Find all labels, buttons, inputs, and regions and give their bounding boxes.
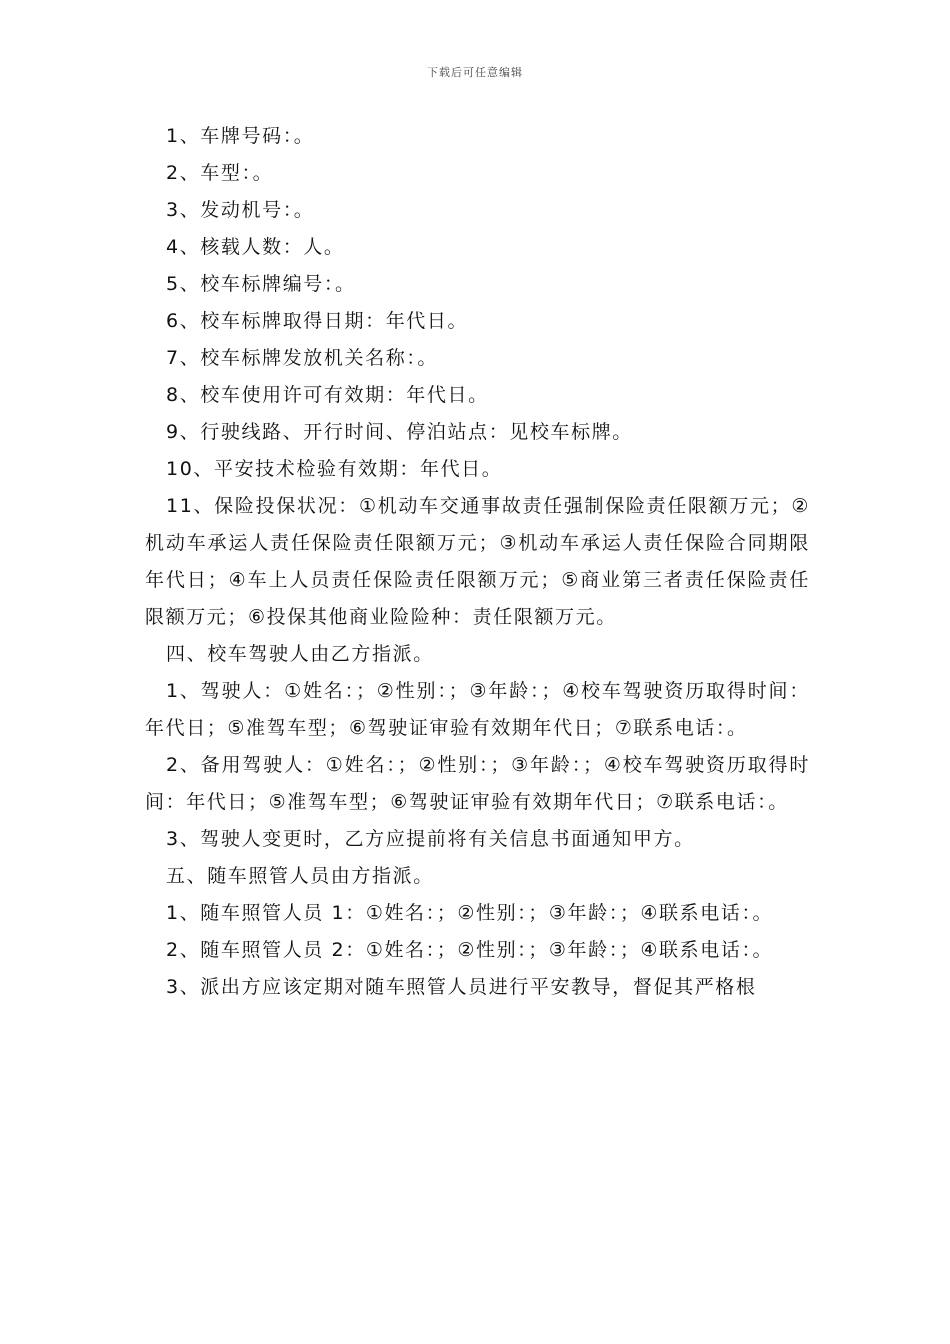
paragraph-route-info: 9、行驶线路、开行时间、停泊站点：见校车标牌。 <box>166 421 633 443</box>
paragraph-engine-number: 3、发动机号：。 <box>166 199 315 221</box>
section-heading-drivers: 四、校车驾驶人由乙方指派。 <box>166 643 434 665</box>
paragraph-badge-date: 6、校车标牌取得日期：年代日。 <box>166 310 469 332</box>
page-header: 下载后可任意编辑 <box>427 66 523 79</box>
paragraph-plate-number: 1、车牌号码：。 <box>166 125 315 147</box>
paragraph-seating-capacity: 4、核载人数：人。 <box>166 236 345 258</box>
paragraph-badge-number: 5、校车标牌编号：。 <box>166 273 356 295</box>
section-heading-attendants: 五、随车照管人员由方指派。 <box>166 865 434 887</box>
paragraph-attendant-training: 3、派出方应该定期对随车照管人员进行平安教导，督促其严格根 <box>166 976 757 998</box>
paragraph-vehicle-type: 2、车型：。 <box>166 162 274 184</box>
paragraph-attendant-2: 2、随车照管人员 2：①姓名：；②性别：；③年龄：；④联系电话：。 <box>166 939 774 961</box>
paragraph-insurance: 11、保险投保状况：①机动车交通事故责任强制保险责任限额万元；②机动车承运人责任保险责任限额万元；③机动车承运人责任保险合同期限年代日；④车上人员责任保险责任限额万元；⑤商业第三者责任保险责任限额万元；⑥投保其他商业险险种：责任限额万元。 <box>145 495 810 628</box>
document-body <box>145 118 810 1006</box>
paragraph-badge-authority: 7、校车标牌发放机关名称：。 <box>166 347 438 369</box>
paragraph-permit-validity: 8、校车使用许可有效期：年代日。 <box>166 384 489 406</box>
paragraph-safety-inspection: 10、平安技术检验有效期：年代日。 <box>166 458 503 480</box>
paragraph-attendant-1: 1、随车照管人员 1：①姓名：；②性别：；③年龄：；④联系电话：。 <box>166 902 774 924</box>
paragraph-driver-change: 3、驾驶人变更时，乙方应提前将有关信息书面通知甲方。 <box>166 828 695 850</box>
paragraph-backup-driver: 2、备用驾驶人：①姓名：；②性别：；③年龄：；④校车驾驶资历取得时间：年代日；⑤准驾车型；⑥驾驶证审验有效期年代日；⑦联系电话：。 <box>145 754 810 813</box>
paragraph-driver: 1、驾驶人：①姓名：；②性别：；③年龄：；④校车驾驶资历取得时间：年代日；⑤准驾车型；⑥驾驶证审验有效期年代日；⑦联系电话：。 <box>145 680 810 739</box>
